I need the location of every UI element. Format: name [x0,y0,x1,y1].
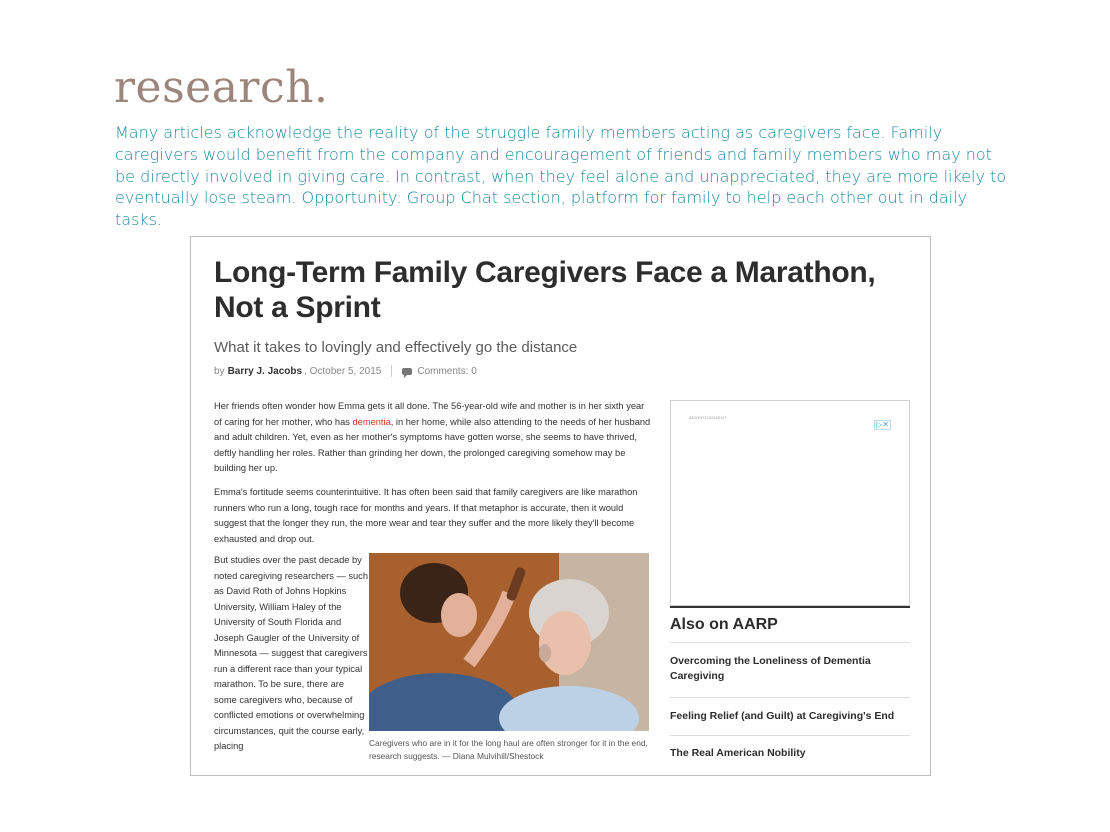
article-photo [369,553,649,731]
article-paragraph-1 [214,399,652,477]
dementia-link[interactable]: dementia [352,416,391,427]
article-headline: Long-Term Family Caregivers Face a Marathon, Not a Sprint [214,256,876,324]
article-paragraph-2: Emma's fortitude seems counterintuitive. It has often been said that family caregivers are like marathon runners who run a long, tough race for months and years. If that metaphor is accurate, then it would suggest that the longer they run, the more wear and tear they suffer and the more likely they'll become exhausted and drop out. [214,487,638,544]
slide-body-text: Many articles acknowledge the reality of the struggle family members acting as caregivers face. Family caregivers would benefit from the company and encouragement of friends and family members who may not be directly involved in giving care. In contrast, when they feel alone and unappreciated, they are more likely to eventually lose steam. Opportunity: Group Chat section, platform for family to help each other out in daily tasks. [115,123,1007,230]
author-link[interactable]: Barry J. Jacobs [227,365,303,377]
advertisement-label: ADVERTISEMENT [689,415,727,420]
article-paragraph-3: But studies over the past decade by noted caregiving researchers — such as David Roth of Johns Hopkins University, William Haley of the University of South Florida and Joseph Gaugler of the University of Minnesota — suggest that caregivers run a different race than your typical marathon. To be sure, there are some caregivers who, because of conflicted emotions or overwhelming circumstances, quit the course early, placing [214,555,368,751]
article-byline [214,365,477,377]
byline-divider [391,365,392,377]
sidebar-link-american-nobility[interactable]: The Real American Nobility [670,747,806,759]
advertisement-box[interactable] [670,400,910,606]
sidebar-rule [670,606,910,608]
article-date: , October 5, 2015 [304,365,382,377]
sidebar-divider [670,697,910,698]
sidebar-divider [670,735,910,736]
byline-prefix: by [214,365,225,377]
paragraph-1-text-b: , in her home, while also attending to the needs of her husband and adult children. Yet, even as her mother's symptoms have gotten worse, she seems to have thrived, deftly handling her roles. Rather than grinding her down, the prolonged caregiving somehow may be building her up. [214,416,651,473]
sidebar-divider [670,642,910,643]
comments-link[interactable]: Comments: 0 [417,365,477,377]
sidebar-link-dementia-loneliness[interactable]: Overcoming the Loneliness of Dementia Caregiving [670,655,871,682]
slide-title: research. [114,62,329,113]
adchoices-icon[interactable]: ▷✕ [876,420,889,429]
caregiver-photo-illustration [369,553,649,731]
article-screenshot [190,236,931,776]
also-on-aarp-heading: Also on AARP [670,616,778,633]
article-dek: What it takes to lovingly and effectively go the distance [214,339,578,356]
sidebar-link-relief-guilt[interactable]: Feeling Relief (and Guilt) at Caregiving's End [670,710,895,722]
comment-icon [402,368,412,375]
photo-caption: Caregivers who are in it for the long haul are often stronger for it in the end, research suggests. — Diana Mulvihill/Shestock [369,738,648,761]
paragraph-1-text-a: Her friends often wonder how Emma gets it all done. The 56-year-old wife and mother is in her sixth year of caring for her mother, who has [214,401,645,427]
